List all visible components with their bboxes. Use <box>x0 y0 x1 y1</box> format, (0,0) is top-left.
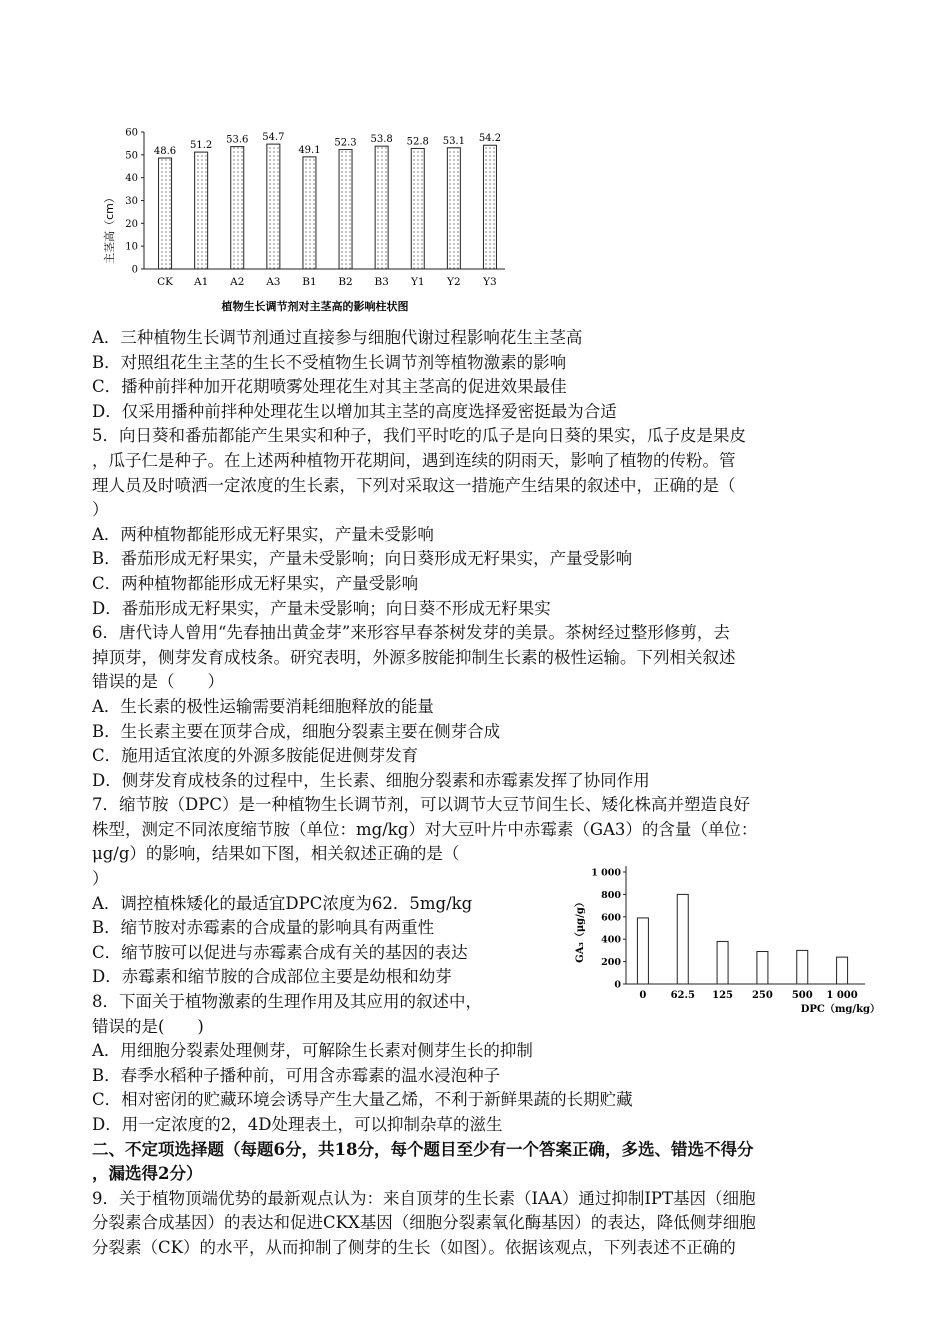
option-b: B．缩节胺对赤霉素的合成量的影响具有两重性 <box>92 918 435 938</box>
option-c: C．播种前拌种加开花期喷雾处理花生对其主茎高的促进效果最佳 <box>92 377 567 397</box>
chart2-category-label: 250 <box>751 990 773 1001</box>
chart2-y-tick-label: 800 <box>601 889 621 901</box>
chart1-value-label: 52.3 <box>334 137 357 149</box>
option-b: B．番茄形成无籽果实，产量未受影响；向日葵形成无籽果实，产量受影响 <box>92 549 633 569</box>
chart1-bar-B1 <box>303 157 316 269</box>
option-d: D．仅采用播种前拌种处理花生以增加其主茎的高度选择爱密挺最为合适 <box>92 401 617 421</box>
question-6-stem: 错误的是（ ） <box>92 672 224 692</box>
question-6-stem: 6．唐代诗人曾用“先春抽出黄金芽”来形容早春茶树发芽的美景。茶树经过整形修剪，去 <box>92 623 730 643</box>
chart1-value-label: 48.6 <box>153 146 177 158</box>
chart1-y-tick-label: 60 <box>125 127 138 139</box>
option-c: C．相对密闭的贮藏环境会诱导产生大量乙烯，不利于新鲜果蔬的长期贮藏 <box>92 1090 633 1110</box>
option-d: D．赤霉素和缩节胺的合成部位主要是幼根和幼芽 <box>92 967 452 987</box>
chart1-y-tick-label: 0 <box>131 264 138 276</box>
option-d: D．番茄形成无籽果实，产量未受影响；向日葵不形成无籽果实 <box>92 598 551 618</box>
chart1-value-label: 49.1 <box>298 144 321 156</box>
chart1-bar-A3 <box>267 144 280 269</box>
option-b: B．生长素主要在顶芽合成，细胞分裂素主要在侧芽合成 <box>92 721 501 741</box>
chart1-category-label: Y1 <box>410 276 425 288</box>
chart1-value-label: 51.2 <box>190 140 213 152</box>
chart1-category-label: Y3 <box>483 276 497 288</box>
chart1-category-label: A2 <box>230 276 245 288</box>
option-c: C．缩节胺可以促进与赤霉素合成有关的基因的表达 <box>92 942 468 962</box>
chart1-bar-A2 <box>231 147 244 269</box>
option-c: C．两种植物都能形成无籽果实，产量受影响 <box>92 573 419 593</box>
question-7-stem: μg/g）的影响，结果如下图，相关叙述正确的是（ <box>92 844 460 864</box>
question-8-stem: 8．下面关于植物激素的生理作用及其应用的叙述中， <box>92 992 482 1012</box>
question-6-stem: 掉顶芽，侧芽发育成枝条。研究表明，外源多胺能抑制生长素的极性运输。下列相关叙述 <box>92 647 736 667</box>
chart1-value-label: 54.7 <box>262 132 285 144</box>
option-d: D．用一定浓度的2，4D处理表土，可以抑制杂草的滋生 <box>92 1115 503 1134</box>
chart1-title: 植物生长调节剂对主茎高的影响柱状图 <box>221 300 409 313</box>
chart1-bar-CK <box>159 158 172 269</box>
option-a: A．生长素的极性运输需要消耗细胞释放的能量 <box>92 696 434 716</box>
chart2-y-tick-label: 0 <box>614 979 621 991</box>
chart1-value-label: 54.2 <box>478 133 502 145</box>
chart1-category-label: A1 <box>194 276 209 288</box>
chart2-category-label: 125 <box>712 990 734 1001</box>
question-5-stem: ，瓜子仁是种子。在上述两种植物开花期间，遇到连续的阴雨天，影响了植物的传粉。管 <box>92 450 736 470</box>
chart1-bar-B2 <box>339 150 352 269</box>
question-text-block <box>92 326 852 1261</box>
section-heading: 二、不定项选择题（每题6分，共18分，每个题目至少有一个答案正确，多选、错选不得分 <box>92 1139 754 1159</box>
chart1-y-tick-label: 30 <box>125 196 138 207</box>
option-b: B．春季水稻种子播种前，可用含赤霉素的温水浸泡种子 <box>92 1065 501 1085</box>
question-9-stem: 9．关于植物顶端优势的最新观点认为：来自顶芽的生长素（IAA）通过抑制IPT基因（细胞 <box>92 1188 756 1208</box>
chart1-ylabel: 主茎高（cm） <box>103 192 116 264</box>
chart2-category-label: 62.5 <box>670 990 695 1001</box>
option-a: A．两种植物都能形成无籽果实，产量未受影响 <box>92 524 434 544</box>
option-c: C．施用适宜浓度的外源多胺能促进侧芽发育 <box>92 746 419 766</box>
chart1-value-label: 53.6 <box>226 134 249 146</box>
chart1-y-tick-label: 50 <box>125 150 138 162</box>
chart1-category-label: B3 <box>374 276 389 288</box>
chart1-y-tick-label: 40 <box>125 173 138 185</box>
chart1-category-label: A3 <box>266 276 281 288</box>
chart2-category-label: 500 <box>791 990 813 1001</box>
stem-height-bar-chart <box>100 118 520 318</box>
chart1-category-label: Y2 <box>447 276 461 288</box>
chart1-value-label: 53.1 <box>442 135 465 147</box>
question-7-stem: ） <box>92 869 109 889</box>
chart1-category-label: B2 <box>338 276 353 288</box>
chart1-bar-Y1 <box>411 148 424 269</box>
question-5-stem: ） <box>92 500 109 520</box>
chart1-value-label: 53.8 <box>370 134 393 146</box>
chart2-y-tick-label: 400 <box>601 934 621 946</box>
chart1-value-label: 52.8 <box>406 136 429 148</box>
chart1-y-tick-label: 10 <box>125 241 138 253</box>
chart1-bar-B3 <box>375 146 388 269</box>
chart1-category-label: CK <box>157 276 173 288</box>
section-heading: ，漏选得2分） <box>92 1164 203 1184</box>
chart1-y-tick-label: 20 <box>125 218 138 230</box>
chart2-category-label: 1 000 <box>826 990 858 1001</box>
chart1-category-label: B1 <box>302 276 317 288</box>
chart2-y-tick-label: 200 <box>601 957 621 969</box>
option-b: B．对照组花生主茎的生长不受植物生长调节剂等植物激素的影响 <box>92 352 567 372</box>
question-5-stem: 5．向日葵和番茄都能产生果实和种子，我们平时吃的瓜子是向日葵的果实，瓜子皮是果皮 <box>92 426 746 446</box>
question-9-stem: 分裂素（CK）的水平，从而抑制了侧芽的生长（如图）。依据该观点，下列表述不正确的 <box>92 1237 736 1257</box>
chart2-y-tick-label: 1 000 <box>591 867 621 879</box>
chart2-category-label: 0 <box>639 990 647 1001</box>
chart2-y-tick-label: 600 <box>601 912 621 924</box>
chart1-bar-A1 <box>195 152 208 269</box>
option-d: D．侧芽发育成枝条的过程中，生长素、细胞分裂素和赤霉素发挥了协同作用 <box>92 770 650 790</box>
question-9-stem: 分裂素合成基因）的表达和促进CKX基因（细胞分裂素氧化酶基因）的表达，降低侧芽细胞 <box>92 1213 756 1233</box>
question-5-stem: 理人员及时喷洒一定浓度的生长素，下列对采取这一措施产生结果的叙述中，正确的是（ <box>92 475 736 495</box>
question-7-stem: 7．缩节胺（DPC）是一种植物生长调节剂，可以调节大豆节间生长、矮化株高并塑造良好 <box>92 795 750 815</box>
question-8-stem: 错误的是( ) <box>92 1016 204 1036</box>
chart2-xlabel: DPC（mg/kg） <box>800 1004 880 1015</box>
chart1-bar-Y2 <box>447 148 460 269</box>
chart2-ylabel: GA₃（μg/g） <box>575 897 586 963</box>
question-7-stem: 株型，测定不同浓度缩节胺（单位：mg/kg）对大豆叶片中赤霉素（GA3）的含量（单位： <box>92 819 758 839</box>
option-a: A．调控植株矮化的最适宜DPC浓度为62．5mg/kg <box>92 893 473 913</box>
chart1-bar-Y3 <box>483 145 496 269</box>
option-a: A．三种植物生长调节剂通过直接参与细胞代谢过程影响花生主茎高 <box>92 328 583 347</box>
option-a: A．用细胞分裂素处理侧芽，可解除生长素对侧芽生长的抑制 <box>92 1041 533 1061</box>
